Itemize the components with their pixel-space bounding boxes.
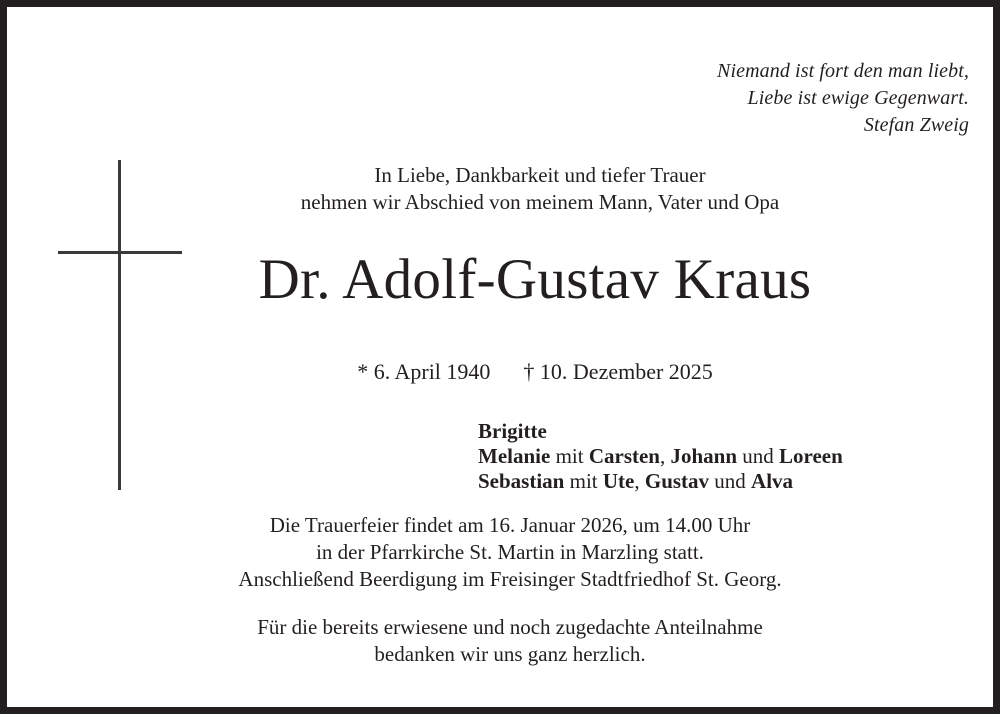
birth-date: * 6. April 1940: [357, 359, 491, 384]
intro-line: nehmen wir Abschied von meinem Mann, Vater und Opa: [300, 190, 780, 214]
quote-block: [717, 58, 969, 139]
deceased-name: Dr. Adolf-Gustav Kraus: [258, 248, 812, 311]
intro-text: [230, 162, 850, 216]
family-line: [478, 444, 843, 469]
thanks-line: bedanken wir uns ganz herzlich.: [374, 642, 646, 666]
funeral-line: Anschließend Beerdigung im Freisinger Stadtfriedhof St. Georg.: [238, 567, 782, 591]
mourner-name: Loreen: [779, 444, 843, 468]
mourner-name: Carsten: [588, 444, 660, 468]
intro-line: In Liebe, Dankbarkeit und tiefer Trauer: [374, 163, 706, 187]
funeral-details: [150, 512, 870, 593]
connector-text: und: [709, 469, 752, 493]
family-line: [478, 469, 843, 494]
funeral-line: in der Pfarrkirche St. Martin in Marzling statt.: [316, 540, 704, 564]
cross-vertical-bar: [118, 160, 121, 490]
quote-line: Liebe ist ewige Gegenwart.: [747, 87, 969, 109]
quote-line: Niemand ist fort den man liebt,: [717, 60, 969, 82]
connector-text: mit: [564, 469, 603, 493]
life-dates: [300, 358, 770, 386]
quote-author: Stefan Zweig: [863, 114, 969, 136]
mourner-name: Alva: [751, 469, 794, 493]
thanks-note: [150, 614, 870, 668]
funeral-line: Die Trauerfeier findet am 16. Januar 2026, um 14.00 Uhr: [269, 513, 751, 537]
family-mourners: [478, 419, 843, 494]
connector-text: ,: [659, 444, 671, 468]
mourner-name: Melanie: [478, 444, 551, 468]
mourner-name: Gustav: [644, 469, 710, 493]
connector-text: ,: [634, 469, 645, 493]
mourner-name: Ute: [602, 469, 635, 493]
family-line: [478, 419, 843, 444]
thanks-line: Für die bereits erwiesene und noch zugedachte Anteilnahme: [257, 615, 763, 639]
mourner-name: Brigitte: [478, 419, 547, 443]
connector-text: mit: [550, 444, 589, 468]
cross-horizontal-bar: [58, 251, 182, 254]
death-date: † 10. Dezember 2025: [523, 359, 713, 384]
mourner-name: Sebastian: [478, 469, 565, 493]
mourner-name: Johann: [670, 444, 738, 468]
connector-text: und: [737, 444, 780, 468]
